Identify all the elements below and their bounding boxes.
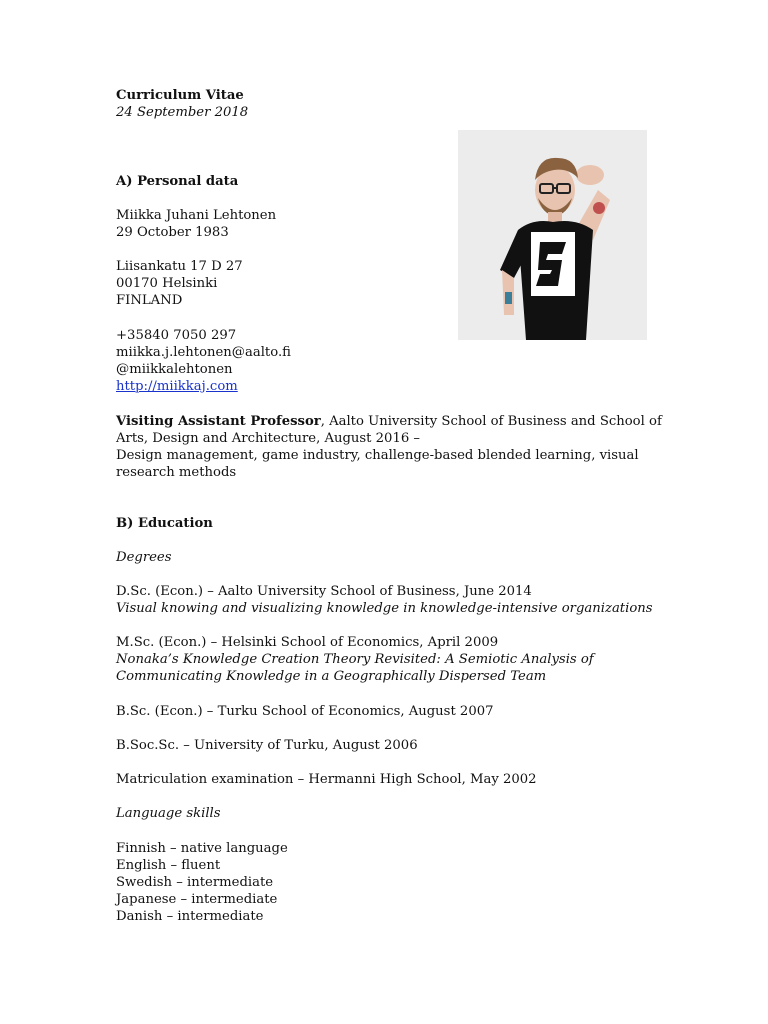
degree-bsc: B.Sc. (Econ.) – Turku School of Economics, August 2007 — [116, 704, 494, 719]
document-title: Curriculum Vitae — [116, 88, 244, 103]
document-date: 24 September 2018 — [116, 105, 249, 120]
position-title: Visiting Assistant Professor — [116, 414, 321, 429]
address-street: Liisankatu 17 D 27 — [116, 259, 243, 274]
address-city: 00170 Helsinki — [116, 276, 218, 291]
section-heading-education: B) Education — [116, 516, 213, 531]
subheading-language-skills: Language skills — [116, 806, 221, 821]
position-line-2: Arts, Design and Architecture, August 2016 – — [116, 431, 421, 446]
social-handle: @miikkalehtonen — [116, 362, 233, 377]
matriculation: Matriculation examination – Hermanni High School, May 2002 — [116, 772, 537, 787]
address-country: FINLAND — [116, 293, 183, 308]
profile-photo — [458, 130, 647, 340]
degree-dsc: D.Sc. (Econ.) – Aalto University School of Business, June 2014 — [116, 584, 532, 599]
position-line-4: research methods — [116, 465, 237, 480]
language-item: Japanese – intermediate — [116, 892, 278, 907]
email-address: miikka.j.lehtonen@aalto.fi — [116, 345, 291, 360]
birthdate: 29 October 1983 — [116, 225, 229, 240]
thesis-msc-line-1: Nonaka’s Knowledge Creation Theory Revisited: A Semiotic Analysis of — [116, 652, 594, 667]
full-name: Miikka Juhani Lehtonen — [116, 208, 277, 223]
language-item: Danish – intermediate — [116, 909, 264, 924]
person-portrait-image — [458, 130, 647, 340]
language-item: English – fluent — [116, 858, 221, 873]
thesis-dsc: Visual knowing and visualizing knowledge in knowledge-intensive organizations — [116, 601, 653, 616]
phone-number: +35840 7050 297 — [116, 328, 237, 343]
position-line-1 — [116, 413, 662, 430]
position-line-3: Design management, game industry, challenge-based blended learning, visual — [116, 448, 639, 463]
language-item: Finnish – native language — [116, 841, 288, 856]
thesis-msc-line-2: Communicating Knowledge in a Geographically Dispersed Team — [116, 669, 547, 684]
language-item: Swedish – intermediate — [116, 875, 274, 890]
section-heading-personal: A) Personal data — [116, 174, 239, 189]
degree-msc: M.Sc. (Econ.) – Helsinki School of Economics, April 2009 — [116, 635, 499, 650]
website-line — [116, 378, 238, 395]
subheading-degrees: Degrees — [116, 550, 172, 565]
website-link[interactable]: http://miikkaj.com — [116, 379, 238, 394]
degree-bsocsc: B.Soc.Sc. – University of Turku, August 2006 — [116, 738, 418, 753]
position-affiliation: , Aalto University School of Business and School of — [320, 414, 662, 429]
